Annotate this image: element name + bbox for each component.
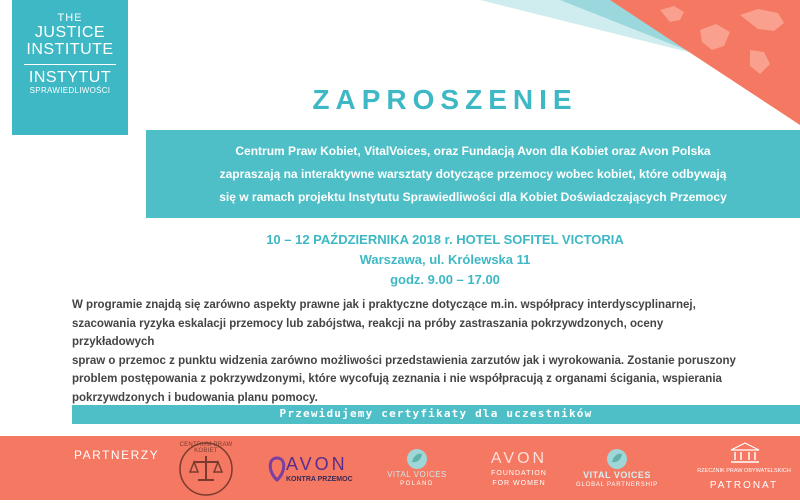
avon-kontra-wordmark: AVON <box>286 454 348 474</box>
program-line-5: pokrzywdzonych i budowania planu pomocy. <box>72 391 318 404</box>
centrum-praw-kobiet-text: CENTRUM PRAW KOBIET <box>179 442 233 454</box>
vital-voices-poland-subtitle: POLAND <box>400 481 434 487</box>
vital-voices-poland-logo <box>380 448 454 496</box>
intro-line-3: się w ramach projektu Instytutu Sprawiedliwości dla Kobiet Doświadczających Przemocy <box>219 190 727 204</box>
event-address: Warszawa, ul. Królewska 11 <box>359 252 531 267</box>
intro-line-1: Centrum Praw Kobiet, VitalVoices, oraz Fundacją Avon dla Kobiet oraz Avon Polska <box>235 144 711 158</box>
logo-line-justice: JUSTICE <box>34 24 106 41</box>
logo-line-institute: INSTITUTE <box>26 41 114 58</box>
leaf-icon <box>406 448 428 470</box>
vital-voices-global-logo <box>572 448 662 496</box>
avon-foundation-wordmark: AVON <box>490 450 548 467</box>
logo-line-sprawiedliwosci: SPRAWIEDLIWOŚCI <box>29 86 111 95</box>
page-title: ZAPROSZENIE <box>312 84 578 115</box>
intro-line-2: zapraszają na interaktywne warsztaty dotyczące przemocy wobec kobiet, które odbywają <box>219 167 727 181</box>
logo-divider <box>24 64 116 65</box>
patronat-label: PATRONAT <box>709 480 779 491</box>
program-line-4: problem postępowania z pokrzywdzonymi, które wycofują zeznania i nie współpracują z organami ścigania, wspierania <box>72 373 722 385</box>
avon-kontra-subtitle: KONTRA PRZEMOC <box>286 476 353 483</box>
partners-label: PARTNERZY <box>74 448 160 462</box>
vital-voices-global-title: VITAL VOICES <box>583 470 651 480</box>
rzecznik-title: RZECZNIK PRAW OBYWATELSKICH <box>697 468 791 474</box>
program-line-1: W programie znajdą się zarówno aspekty prawne jak i praktyczne dotyczące m.in. współpracy interdyscyplinarnej, <box>72 299 696 311</box>
vital-voices-global-subtitle: GLOBAL PARTNERSHIP <box>576 482 658 488</box>
building-icon <box>730 442 760 464</box>
event-hours: godz. 9.00 – 17.00 <box>390 272 500 287</box>
event-dates: 10 – 12 PAŹDZIERNIKA 2018 r. HOTEL SOFITEL VICTORIA <box>266 232 624 247</box>
intro-text <box>146 140 800 209</box>
program-description <box>72 296 740 407</box>
certificate-text: Przewidujemy certyfikaty dla uczestników <box>279 407 593 420</box>
program-line-3: spraw o przemoc z punktu widzenia zarówno możliwości przedstawienia zarzutów jak i wyrokowania. Zostanie poruszony <box>72 354 736 367</box>
leaf-icon <box>606 448 628 470</box>
logo-line-the: THE <box>57 12 83 24</box>
rzecznik-praw-obywatelskich-logo <box>690 442 798 498</box>
program-line-2: szacowania ryzyka eskalacji przemocy lub zabójstwa, reakcji na próby zastraszania pokrzywdzonych, oceny przykładowych <box>72 317 664 348</box>
vital-voices-poland-title: VITAL VOICES <box>387 470 447 479</box>
avon-foundation-logo <box>482 450 556 496</box>
logo-line-instytut: INSTYTUT <box>28 69 112 86</box>
avon-kontra-przemoc-logo <box>262 452 362 492</box>
centrum-praw-kobiet-logo <box>172 440 240 498</box>
avon-foundation-line2: FOUNDATION <box>491 470 547 477</box>
avon-foundation-line3: FOR WOMEN <box>492 480 546 487</box>
